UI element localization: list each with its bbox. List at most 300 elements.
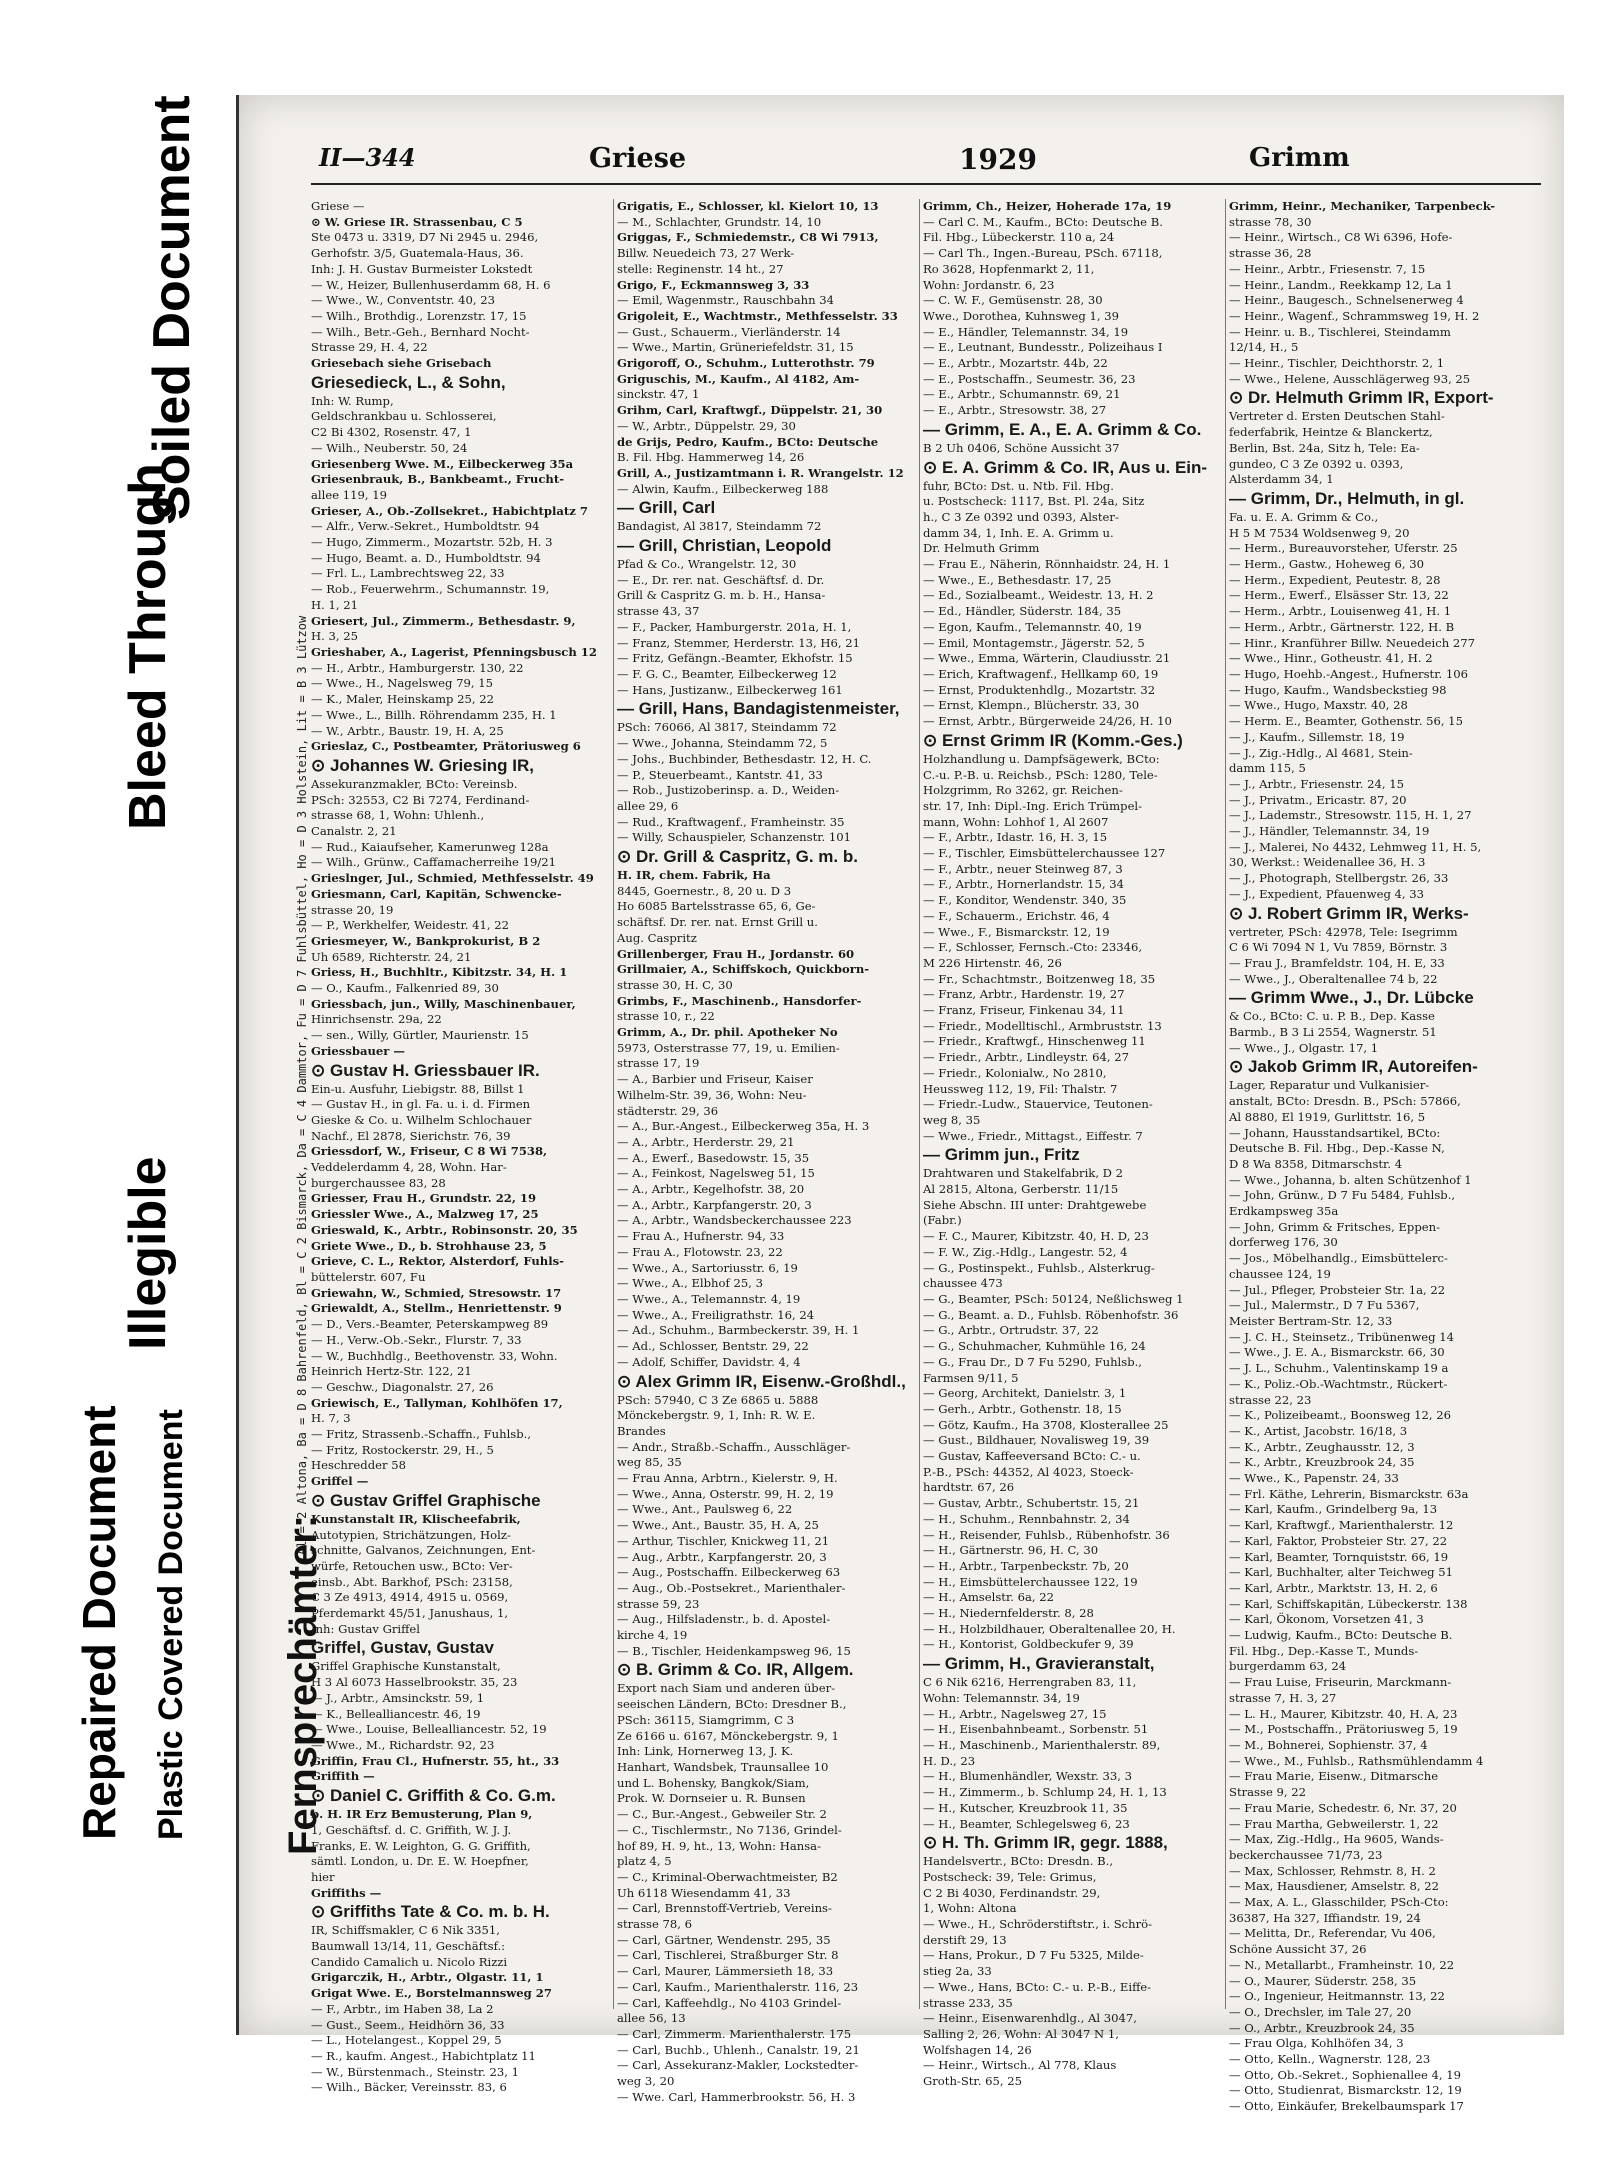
listing-entry: — Wwe., Hinr., Gotheustr. 41, H. 2 <box>1229 651 1433 666</box>
listing-entry: Drahtwaren und Stakelfabrik, D 2 <box>923 1166 1124 1181</box>
listing-entry: Griess, H., Buchhltr., Kibitzstr. 34, H. 1 <box>311 965 568 980</box>
listing-entry: Mönckebergstr. 9, 1, Inh: R. W. E. <box>617 1408 816 1423</box>
listing-entry: Griesser, Frau H., Grundstr. 22, 19 <box>311 1191 537 1206</box>
listing-entry: — Max, Hausdiener, Amselstr. 8, 22 <box>1229 1879 1439 1894</box>
listing-entry: P.-B., PSch: 44352, Al 4023, Stoeck- <box>923 1464 1134 1479</box>
listing-entry: — A., Arbtr., Karpfangerstr. 20, 3 <box>617 1197 812 1212</box>
listing-entry: — Ed., Händler, Süderstr. 184, 35 <box>923 604 1122 619</box>
side-label-plastic: Plastic Covered Document <box>152 1409 190 1840</box>
listing-entry: Al 2815, Altona, Gerberstr. 11/15 <box>923 1182 1119 1197</box>
listing-entry: — H., Zimmerm., b. Schlump 24, H. 1, 13 <box>923 1785 1167 1800</box>
listing-entry: Grieswald, K., Arbtr., Robinsonstr. 20, 35 <box>311 1222 578 1237</box>
listing-entry: 1, Geschäftsf. d. C. Griffith, W. J. J. <box>311 1822 512 1837</box>
listing-entry: M 226 Hirtenstr. 46, 26 <box>923 955 1062 970</box>
listing-entry: — A., Ewerf., Basedowstr. 15, 35 <box>617 1150 810 1165</box>
listing-entry: ⊙ Ernst Grimm IR (Komm.-Ges.) <box>923 730 1183 750</box>
listing-entry: — Frau Martha, Gebweilerstr. 1, 22 <box>1229 1816 1439 1831</box>
listing-entry: Inh: W. Rump, <box>311 393 394 408</box>
listing-entry: — Otto, Einkäufer, Brekelbaumspark 17 <box>1229 2099 1464 2114</box>
listing-entry: u. Postscheck: 1117, Bst. Pl. 24a, Sitz <box>923 494 1145 509</box>
listing-entry: Wwe., Dorothea, Kuhnsweg 1, 39 <box>923 308 1119 323</box>
listing-entry: Franks, E. W. Leighton, G. G. Griffith, <box>311 1838 531 1853</box>
listing-entry: — Erich, Kraftwagenf., Hellkamp 60, 19 <box>923 666 1159 681</box>
listing-entry: — Ad., Schlosser, Bentstr. 29, 22 <box>617 1339 809 1354</box>
listing-entry: — John, Grimm & Fritsches, Eppen- <box>1229 1219 1440 1234</box>
listing-entry: — K., Polizeibeamt., Boonsweg 12, 26 <box>1229 1408 1451 1423</box>
listing-entry: Meister Bertram-Str. 12, 33 <box>1229 1314 1393 1328</box>
listing-entry: — Wwe., A., Telemannstr. 4, 19 <box>617 1292 801 1306</box>
listing-entry: Uh 6118 Wiesendamm 41, 33 <box>617 1885 791 1900</box>
header-left-word: Griese <box>589 143 687 174</box>
listing-entry: Schöne Aussicht 37, 26 <box>1229 1942 1367 1957</box>
listing-entry: — O., Ingenieur, Heitmannstr. 13, 22 <box>1229 1989 1445 2004</box>
listing-entry: H 5 M 7534 Woldsenweg 9, 20 <box>1229 525 1410 540</box>
listing-entry: — Frau Olga, Kohlhöfen 34, 3 <box>1229 2036 1404 2051</box>
listing-entry: — N., Metallarbt., Framheinstr. 10, 22 <box>1229 1957 1455 1972</box>
listing-entry: — H., Kontorist, Goldbeckufer 9, 39 <box>923 1637 1134 1652</box>
listing-entry: Wolfshagen 14, 26 <box>923 2042 1032 2057</box>
listing-entry: — Ernst, Produktenhdlg., Mozartstr. 32 <box>923 682 1156 697</box>
listing-entry: strasse 78, 30 <box>1229 214 1312 229</box>
listing-entry: anstalt, BCto: Dresdn. B., PSch: 57866, <box>1229 1094 1461 1109</box>
listing-entry: — G., Arbtr., Ortrudstr. 37, 22 <box>923 1323 1099 1338</box>
listing-entry: Griewisch, E., Tallyman, Kohlhöfen 17, <box>311 1395 563 1410</box>
listing-entry: — Gustav, Arbtr., Schubertstr. 15, 21 <box>923 1496 1140 1511</box>
listing-entry: 30, Werkst.: Weidenallee 36, H. 3 <box>1229 855 1426 870</box>
listing-entry: Grimm, A., Dr. phil. Apotheker No <box>617 1025 838 1040</box>
listing-entry: — D., Vers.-Beamter, Peterskampweg 89 <box>311 1317 549 1332</box>
listing-column-4 <box>1229 199 1539 2114</box>
listing-entry: Salling 2, 26, Wohn: Al 3047 N 1, <box>923 2026 1119 2041</box>
listing-entry: Grigarczik, H., Arbtr., Olgastr. 11, 1 <box>311 1970 544 1985</box>
listing-entry: schäftsf. Dr. rer. nat. Ernst Grill u. <box>617 915 818 930</box>
listing-entry: Griessbauer — <box>311 1043 406 1058</box>
listing-entry: — Hinr., Kranführer Billw. Neuedeich 277 <box>1229 635 1475 650</box>
listing-entry: Grigoleit, E., Wachtmstr., Methfesselstr. 33 <box>617 308 898 323</box>
listing-entry: — Rud., Kraftwagenf., Framheinstr. 35 <box>617 814 845 829</box>
listing-entry: — W., Arbtr., Düppelstr. 29, 30 <box>617 418 796 433</box>
listing-entry: — Wwe., L., Billh. Röhrendamm 235, H. 1 <box>311 707 557 722</box>
listing-entry: — M., Postschaffn., Prätoriusweg 5, 19 <box>1229 1722 1458 1737</box>
listing-entry: — K., Bellealliancestr. 46, 19 <box>311 1706 481 1721</box>
listing-entry: Veddelerdamm 4, 28, Wohn. Har- <box>311 1160 507 1175</box>
listing-entry: — H., Maschinenb., Marienthalerstr. 89, <box>923 1737 1161 1752</box>
listing-entry: — Hugo, Kaufm., Wandsbeckstieg 98 <box>1229 682 1447 697</box>
listing-entry: — Wwe., Hans, BCto: C.- u. P.-B., Eiffe- <box>923 1979 1152 1994</box>
listing-entry: — K., Maler, Heinskamp 25, 22 <box>311 692 494 707</box>
listing-entry: — Frau A., Flotowstr. 23, 22 <box>617 1244 783 1259</box>
listing-entry: — Hugo, Beamt. a. D., Humboldtstr. 94 <box>311 550 541 565</box>
listing-entry: — E., Dr. rer. nat. Geschäftsf. d. Dr. <box>617 572 825 587</box>
listing-entry: ⊙ Dr. Helmuth Grimm IR, Export- <box>1229 388 1494 408</box>
listing-entry: Grill, A., Justizamtmann i. R. Wrangelstr. 12 <box>617 465 904 480</box>
listing-entry: Fa. u. E. A. Grimm & Co., <box>1229 509 1379 524</box>
listing-entry: 5973, Osterstrasse 77, 19, u. Emilien- <box>617 1040 840 1055</box>
listing-entry: strasse 78, 6 <box>617 1917 693 1932</box>
listing-entry: städterstr. 29, 36 <box>617 1103 719 1118</box>
listing-entry: — W., Buchhdlg., Beethovenstr. 33, Wohn. <box>311 1348 558 1363</box>
listing-entry: — Wwe., Ant., Paulsweg 6, 22 <box>617 1502 793 1517</box>
listing-entry: Griesebach siehe Grisebach <box>311 356 492 371</box>
listing-entry: — Aug., Postschaffn. Eilbeckerweg 63 <box>617 1565 841 1580</box>
side-label-bleed: Bleed Through <box>119 463 177 830</box>
listing-entry: de Grijs, Pedro, Kaufm., BCto: Deutsche <box>617 434 879 449</box>
side-label-illegible: Illegible <box>119 1156 177 1350</box>
listing-entry: — C., Bur.-Angest., Gebweiler Str. 2 <box>617 1807 827 1822</box>
listing-entry: allee 29, 6 <box>617 798 679 813</box>
listing-entry: — H., Holzbildhauer, Oberaltenallee 20, H. <box>923 1621 1176 1636</box>
listing-entry: strasse 22, 23 <box>1229 1392 1312 1407</box>
listing-entry: federfabrik, Heintze & Blanckertz, <box>1229 425 1433 440</box>
listing-entry: Farmsen 9/11, 5 <box>923 1370 1019 1385</box>
listing-entry: — Herm. E., Beamter, Gothenstr. 56, 15 <box>1229 714 1463 729</box>
telephone-sidebar <box>241 205 325 1855</box>
listing-entry: — H., Arbtr., Tarpenbeckstr. 7b, 20 <box>923 1558 1129 1573</box>
listing-entry: Dr. Helmuth Grimm <box>923 541 1040 556</box>
listing-entry: — F., Konditor, Wendenstr. 340, 35 <box>923 893 1127 908</box>
listing-entry: — Aug., Hilfsladenstr., b. d. Apostel- <box>617 1612 831 1627</box>
listing-entry: Assekuranzmakler, BCto: Vereinsb. <box>311 776 518 791</box>
listing-entry: — Alfr., Verw.-Sekret., Humboldtstr. 94 <box>311 519 540 534</box>
listing-entry: — J., Zig.-Hdlg., Al 4681, Stein- <box>1229 745 1413 760</box>
listing-entry: Griffel Graphische Kunstanstalt, <box>311 1659 501 1674</box>
listing-entry: — Rob., Justizoberinsp. a. D., Weiden- <box>617 783 840 798</box>
listing-entry: — H., Kutscher, Kreuzbrook 11, 35 <box>923 1800 1128 1815</box>
listing-entry: — Carl, Zimmerm. Marienthalerstr. 175 <box>617 2026 852 2041</box>
listing-entry: — E., Arbtr., Mozartstr. 44b, 22 <box>923 356 1108 371</box>
listing-entry: — E., Arbtr., Schumannstr. 69, 21 <box>923 387 1121 402</box>
listing-entry: — Aug., Ob.-Postsekret., Marienthaler- <box>617 1580 846 1595</box>
listing-entry: allee 56, 13 <box>617 2011 686 2026</box>
listing-entry: Ste 0473 u. 3319, D7 Ni 2945 u. 2946, <box>311 230 539 245</box>
listing-entry: weg 8, 35 <box>923 1112 981 1127</box>
listing-entry: Griffel — <box>311 1474 369 1489</box>
listing-entry: Aug. Caspritz <box>617 930 697 945</box>
listing-entry: — G., Beamter, PSch: 50124, Neßlichsweg 1 <box>923 1292 1184 1306</box>
listing-entry: H. 1, 21 <box>311 597 358 612</box>
listing-entry: Baumwall 13/14, 11, Geschäftsf.: <box>311 1939 506 1954</box>
listing-entry: PSch: 57940, C 3 Ze 6865 u. 5888 <box>617 1392 819 1407</box>
listing-entry: H. IR, chem. Fabrik, Ha <box>617 868 771 883</box>
listing-entry: — Ernst, Klempn., Blücherstr. 33, 30 <box>923 698 1140 713</box>
listing-entry: — Wwe., Emma, Wärterin, Claudiusstr. 21 <box>923 651 1171 666</box>
listing-entry: — K., Poliz.-Ob.-Wachtmstr., Rückert- <box>1229 1376 1448 1391</box>
listing-entry: Pferdemarkt 45/51, Janushaus, 1, <box>311 1606 509 1621</box>
listing-entry: — Fritz, Gefängn.-Beamter, Ekhofstr. 15 <box>617 651 853 666</box>
listing-entry: ⊙ J. Robert Grimm IR, Werks- <box>1229 903 1469 923</box>
listing-entry: — Wwe., Martin, Grüneriefeldstr. 31, 15 <box>617 340 854 355</box>
listing-entry: — Otto, Studienrat, Bismarckstr. 12, 19 <box>1229 2083 1462 2098</box>
listing-entry: Grillenberger, Frau H., Jordanstr. 60 <box>617 946 855 961</box>
listing-entry: Griessdorf, W., Friseur, C 8 Wi 7538, <box>311 1144 548 1159</box>
column-divider <box>919 199 920 2009</box>
listing-entry: — F., Arbtr., Idastr. 16, H. 3, 15 <box>923 830 1108 845</box>
listing-entry: — Jos., Möbelhandlg., Eimsbüttelerc- <box>1229 1251 1448 1266</box>
listing-entry: — Karl, Kraftwgf., Marienthalerstr. 12 <box>1229 1518 1454 1533</box>
listing-entry: — J., Malerei, No 4432, Lehmweg 11, H. 5, <box>1229 839 1482 854</box>
listing-entry: Bandagist, Al 3817, Steindamm 72 <box>617 519 822 534</box>
listing-entry: C.-u. P.-B. u. Reichsb., PSch: 1280, Tele- <box>923 767 1158 782</box>
listing-entry: hof 89, H. 9, ht., 13, Wohn: Hansa- <box>617 1838 821 1853</box>
listing-entry: — Karl, Arbtr., Marktstr. 13, H. 2, 6 <box>1229 1580 1438 1595</box>
listing-entry: gundeo, C 3 Ze 0392 u. 0393, <box>1229 456 1404 471</box>
listing-entry: — Wwe., F., Bismarckstr. 12, 19 <box>923 924 1110 939</box>
listing-entry: Griffiths — <box>311 1885 382 1900</box>
listing-entry: — F., Arbtr., im Haben 38, La 2 <box>311 2001 494 2016</box>
listing-entry: — H., Amselstr. 6a, 22 <box>923 1590 1054 1605</box>
listing-entry: — Gustav, Kaffeeversand BCto: C.- u. <box>923 1449 1141 1464</box>
listing-entry: — John, Grünw., D 7 Fu 5484, Fuhlsb., <box>1229 1188 1456 1203</box>
listing-entry: hardtstr. 67, 26 <box>923 1480 1015 1495</box>
listing-entry: burgerdamm 63, 24 <box>1229 1659 1347 1674</box>
listing-entry: — Wwe., H., Schröderstiftstr., i. Schrö- <box>923 1917 1153 1932</box>
listing-entry: hier <box>311 1869 335 1884</box>
listing-entry: — Karl, Buchhalter, alter Teichweg 51 <box>1229 1565 1454 1580</box>
listing-entry: Ho 6085 Bartelsstrasse 65, 6, Ge- <box>617 899 816 914</box>
listing-entry: B. Fil. Hbg. Hammerweg 14, 26 <box>617 450 805 465</box>
listing-entry: — Andr., Straßb.-Schaffn., Ausschläger- <box>617 1439 851 1454</box>
listing-entry: sämtl. London, u. Dr. E. W. Hoepfner, <box>311 1854 529 1869</box>
listing-entry: — Frau Marie, Eisenw., Ditmarsche <box>1229 1769 1439 1784</box>
listing-entry: — Frau J., Bramfeldstr. 104, H. E, 33 <box>1229 955 1445 970</box>
listing-entry: Grieslnger, Jul., Schmied, Methfesselstr. 49 <box>311 871 594 886</box>
exchange-codes: Al = 2 Altona, Ba = D 8 Bahrenfeld, Bl = C 2 Bismarck, Da = C 4 Dammtor, Fu = D 7 Fuhlsbüttel, Ho = D 3 Holstein, Lit = B 3 Lützow <box>295 615 309 1555</box>
listing-entry: Griete Wwe., D., b. Strohhause 23, 5 <box>311 1238 547 1253</box>
listing-entry: — Ludwig, Kaufm., BCto: Deutsche B. <box>1229 1628 1453 1643</box>
listing-entry: — W., Bürstenmach., Steinstr. 23, 1 <box>311 2064 519 2079</box>
listing-entry: Brandes <box>617 1423 666 1438</box>
listing-entry: — Carl C. M., Kaufm., BCto: Deutsche B. <box>923 214 1163 229</box>
listing-entry: C 6 Wi 7094 N 1, Vu 7859, Börnstr. 3 <box>1229 940 1448 955</box>
listing-entry: Heschredder 58 <box>311 1458 406 1473</box>
listing-entry: Grieser, A., Ob.-Zollsekret., Habichtplatz 7 <box>311 503 588 518</box>
listing-entry: — H., Blumenhändler, Wexstr. 33, 3 <box>923 1769 1133 1784</box>
listing-entry: — Fritz, Strassenb.-Schaffn., Fuhlsb., <box>311 1427 532 1442</box>
listing-entry: Griffel, Gustav, Gustav <box>311 1638 494 1658</box>
listing-entry: — F. W., Zig.-Hdlg., Langestr. 52, 4 <box>923 1244 1128 1259</box>
listing-entry: — Grimm, E. A., E. A. Grimm & Co. <box>923 419 1202 439</box>
listing-entry: Griggas, F., Schmiedemstr., C8 Wi 7913, <box>617 230 879 245</box>
header-right-word: Grimm <box>1249 143 1350 173</box>
listing-entry: — A., Barbier und Friseur, Kaiser <box>617 1072 813 1087</box>
listing-entry: — Frau E., Näherin, Rönnhaidstr. 24, H. 1 <box>923 557 1171 572</box>
listing-entry: — Carl, Maurer, Lämmersieth 18, 33 <box>617 1964 834 1979</box>
listing-entry: — A., Arbtr., Herderstr. 29, 21 <box>617 1134 795 1149</box>
listing-entry: — Arthur, Tischler, Knickweg 11, 21 <box>617 1533 830 1548</box>
listing-entry: Pfad & Co., Wrangelstr. 12, 30 <box>617 557 797 572</box>
listing-entry: Griessler Wwe., A., Malzweg 17, 25 <box>311 1207 539 1222</box>
listing-entry: chaussee 473 <box>923 1276 1003 1291</box>
listing-entry: — Wilh., Brothdig., Lorenzstr. 17, 15 <box>311 308 527 323</box>
listing-entry: Grigo, F., Eckmannsweg 3, 33 <box>617 277 810 292</box>
listing-entry: ⊙ Daniel C. Griffith & Co. G.m. <box>311 1786 556 1806</box>
listing-entry: büttelerstr. 607, Fu <box>311 1270 426 1284</box>
listing-entry: — F., Arbtr., neuer Steinweg 87, 3 <box>923 861 1123 876</box>
listing-entry: — F., Tischler, Eimsbüttelerchaussee 127 <box>923 846 1166 861</box>
listing-entry: ⊙ Johannes W. Griesing IR, <box>311 755 535 775</box>
listing-entry: Grillmaier, A., Schiffskoch, Quickborn- <box>617 962 870 977</box>
listing-entry: — Heinr., Tischler, Deichthorstr. 2, 1 <box>1229 356 1445 371</box>
side-label-soiled: Soiled Document <box>143 95 201 520</box>
listing-entry: Barmb., B 3 Li 2554, Wagnerstr. 51 <box>1229 1025 1437 1040</box>
listing-entry: — Heinr., Baugesch., Schnelsenerweg 4 <box>1229 293 1464 308</box>
listing-entry: — Grill, Carl <box>617 498 716 518</box>
listing-entry: — Grill, Christian, Leopold <box>617 536 832 556</box>
listing-entry: — Friedr., Kolonialw., No 2810, <box>923 1065 1107 1080</box>
listing-entry: strasse 68, 1, Wohn: Uhlenh., <box>311 808 485 823</box>
listing-entry: — M., Schlachter, Grundstr. 14, 10 <box>617 214 822 229</box>
listing-entry: Postscheck: 39, Tele: Grimus, <box>923 1869 1097 1884</box>
listing-entry: Ze 6166 u. 6167, Mönckebergstr. 9, 1 <box>617 1728 839 1743</box>
listing-entry: — Wilh., Betr.-Geh., Bernhard Nocht- <box>311 324 530 339</box>
listing-entry: strasse 36, 28 <box>1229 246 1312 261</box>
listing-entry: — Wwe., Hugo, Maxstr. 40, 28 <box>1229 698 1408 713</box>
listing-entry: derstift 29, 13 <box>923 1932 1007 1947</box>
listing-entry: Griewaldt, A., Stellm., Henriettenstr. 9 <box>311 1301 562 1316</box>
listing-entry: C 2 Bi 4030, Ferdinandstr. 29, <box>923 1885 1101 1900</box>
listing-entry: Griffin, Frau Cl., Hufnerstr. 55, ht., 33 <box>311 1753 560 1768</box>
listing-entry: — F., Packer, Hamburgerstr. 201a, H. 1, <box>617 619 852 634</box>
listing-entry: — Wwe., Ant., Baustr. 35, H. A, 25 <box>617 1518 819 1533</box>
listing-entry: — F., Schlosser, Fernsch.-Cto: 23346, <box>923 940 1143 955</box>
listing-entry: PSch: 76066, Al 3817, Steindamm 72 <box>617 720 837 735</box>
listing-entry: Export nach Siam und anderen über- <box>617 1681 836 1696</box>
listing-entry: Grill & Caspritz G. m. b. H., Hansa- <box>617 588 826 603</box>
listing-entry: — Wwe., J., Olgastr. 17, 1 <box>1229 1040 1379 1055</box>
listing-entry: strasse 30, H. C, 30 <box>617 977 733 992</box>
listing-entry: H 3 Al 6073 Hasselbrookstr. 35, 23 <box>311 1675 518 1690</box>
listing-entry: Grigat Wwe. E., Borstelmannsweg 27 <box>311 1986 552 2001</box>
listing-entry: — P., Steuerbeamt., Kantstr. 41, 33 <box>617 767 823 782</box>
listing-entry: Uh 6589, Richterstr. 24, 21 <box>311 949 472 964</box>
listing-entry: — P., Werkhelfer, Weidestr. 41, 22 <box>311 918 509 933</box>
listing-entry: — F. C., Maurer, Kibitzstr. 40, H. D, 23 <box>923 1229 1149 1244</box>
listing-entry: — Heinr., Wagenf., Schrammsweg 19, H. 2 <box>1229 308 1480 323</box>
listing-entry: — H., Niedernfelderstr. 8, 28 <box>923 1606 1094 1621</box>
listing-entry: — Ad., Schuhm., Barmbeckerstr. 39, H. 1 <box>617 1323 860 1338</box>
listing-entry: — K., Arbtr., Kreuzbrook 24, 35 <box>1229 1455 1415 1470</box>
listing-entry: — Gerh., Arbtr., Gothenstr. 18, 15 <box>923 1401 1122 1416</box>
listing-entry: — Wwe., Friedr., Mittagst., Eiffestr. 7 <box>923 1128 1143 1143</box>
listing-entry: — Götz, Kaufm., Ha 3708, Klosterallee 25 <box>923 1417 1169 1432</box>
listing-entry: — Fritz, Rostockerstr. 29, H., 5 <box>311 1442 494 1457</box>
listing-entry: sinckstr. 47, 1 <box>617 387 700 402</box>
listing-entry: — A., Arbtr., Kegelhofstr. 38, 20 <box>617 1182 805 1197</box>
listing-entry: — W., Arbtr., Baustr. 19, H. A, 25 <box>311 723 504 738</box>
listing-entry: Fil. Hbg., Lübeckerstr. 110 a, 24 <box>923 230 1115 245</box>
listing-entry: — E., Postschaffn., Seumestr. 36, 23 <box>923 371 1136 386</box>
listing-entry: b. H. IR Erz Bemusterung, Plan 9, <box>311 1807 533 1822</box>
listing-entry: schnitte, Galvanos, Zeichnungen, Ent- <box>311 1543 536 1558</box>
listing-entry: Canalstr. 2, 21 <box>311 824 397 839</box>
listing-entry: strasse 7, H. 3, 27 <box>1229 1690 1337 1705</box>
listing-entry: — Franz, Arbtr., Hardenstr. 19, 27 <box>923 987 1125 1002</box>
listing-entry: — H., Reisender, Fuhlsb., Rübenhofstr. 36 <box>923 1527 1170 1542</box>
listing-entry: & Co., BCto: C. u. P. B., Dep. Kasse <box>1229 1009 1435 1024</box>
listing-entry: — Friedr.-Ludw., Stauervice, Teutonen- <box>923 1097 1153 1112</box>
listing-entry: ⊙ Alex Grimm IR, Eisenw.-Großhdl., <box>617 1371 906 1391</box>
listing-entry: Grimm, Ch., Heizer, Hoherade 17a, 19 <box>923 199 1172 213</box>
listing-entry: Billw. Neuedeich 73, 27 Werk- <box>617 246 795 261</box>
listing-entry: dorferweg 176, 30 <box>1229 1235 1338 1250</box>
listing-entry: — Friedr., Arbtr., Lindleystr. 64, 27 <box>923 1050 1130 1065</box>
listing-entry: ⊙ Gustav Griffel Graphische <box>311 1490 541 1510</box>
listing-entry: Prok. W. Dornseier u. R. Bunsen <box>617 1791 806 1806</box>
listing-entry: C2 Bi 4302, Rosenstr. 47, 1 <box>311 425 472 440</box>
header-year: 1929 <box>959 143 1037 176</box>
listing-entry: burgerchaussee 83, 28 <box>311 1175 446 1190</box>
listing-entry: — F., Schauerm., Erichstr. 46, 4 <box>923 908 1110 923</box>
listing-entry: — Karl, Schiffskapitän, Lübeckerstr. 138 <box>1229 1596 1468 1611</box>
listing-entry: — H., Arbtr., Nagelsweg 27, 15 <box>923 1706 1107 1721</box>
listing-entry: damm 115, 5 <box>1229 761 1306 776</box>
listing-entry: — Frau Luise, Friseurin, Marckmann- <box>1229 1675 1452 1690</box>
listing-entry: — H., Arbtr., Hamburgerstr. 130, 22 <box>311 660 524 675</box>
listing-entry: — H., Gärtnerstr. 96, H. C, 30 <box>923 1543 1099 1558</box>
listing-entry: C 3 Ze 4913, 4914, 4915 u. 0569, <box>311 1590 509 1605</box>
listing-entry: — Carl, Assekuranz-Makler, Lockstedter- <box>617 2058 859 2073</box>
listing-entry: Griesert, Jul., Zimmerm., Bethesdastr. 9, <box>311 613 576 628</box>
listing-entry: — Johs., Buchbinder, Bethesdastr. 12, H. C. <box>617 751 872 766</box>
listing-entry: Holzgrimm, Ro 3262, gr. Reichen- <box>923 783 1123 798</box>
listing-entry: — O., Arbtr., Kreuzbrook 24, 35 <box>1229 2020 1415 2035</box>
listing-entry: — Wwe., H., Nagelsweg 79, 15 <box>311 676 493 691</box>
listing-entry: — Wwe., E., Bethesdastr. 17, 25 <box>923 572 1112 587</box>
listing-entry: Griesedieck, L., & Sohn, <box>311 372 506 392</box>
listing-entry: — J., Arbtr., Amsinckstr. 59, 1 <box>311 1690 485 1705</box>
listing-entry: — Franz, Stemmer, Herderstr. 13, H6, 21 <box>617 635 860 650</box>
listing-entry: — Carl, Kaffeehdlg., No 4103 Grindel- <box>617 1995 842 2010</box>
column-divider <box>613 199 614 2009</box>
listing-entry: — Carl, Buchb., Uhlenh., Canalstr. 19, 21 <box>617 2042 860 2057</box>
listing-entry: — Wwe., J. E. A., Bismarckstr. 66, 30 <box>1229 1345 1445 1360</box>
listing-entry: — Heinr., Wirtsch., C8 Wi 6396, Hofe- <box>1229 230 1453 245</box>
listing-entry: — O., Drechsler, im Tale 27, 20 <box>1229 2004 1412 2019</box>
listing-entry: — F., Arbtr., Hornerlandstr. 15, 34 <box>923 877 1125 892</box>
listing-entry: — Heinr., Arbtr., Friesenstr. 7, 15 <box>1229 261 1426 276</box>
listing-entry: Grieve, C. L., Rektor, Alsterdorf, Fuhls- <box>311 1254 564 1269</box>
listing-entry: — Gust., Schauerm., Vierländerstr. 14 <box>617 324 841 339</box>
listing-entry: allee 119, 19 <box>311 487 387 502</box>
listing-entry: ⊙ E. A. Grimm & Co. IR, Aus u. Ein- <box>923 457 1208 477</box>
listing-entry: C 6 Nik 6216, Herrengraben 83, 11, <box>923 1675 1137 1690</box>
listing-entry: Inh: J. H. Gustav Burmeister Lokstedt <box>311 261 533 276</box>
listing-entry: Inh: Gustav Griffel <box>311 1621 420 1636</box>
listing-entry: ⊙ Dr. Grill & Caspritz, G. m. b. <box>617 847 858 867</box>
listing-entry: — Wwe., Johanna, b. alten Schützenhof 1 <box>1229 1172 1472 1187</box>
listing-entry: — Max, A. L., Glasschilder, PSch-Cto: <box>1229 1895 1449 1910</box>
listing-entry: — Heinr. u. B., Tischlerei, Steindamm <box>1229 324 1451 339</box>
listing-entry: — Frau Marie, Schedestr. 6, Nr. 37, 20 <box>1229 1800 1457 1815</box>
listing-entry: H. D., 23 <box>923 1753 976 1768</box>
exchanges-title: Fernsprechämter: <box>281 1514 325 1855</box>
listing-column-1 <box>311 199 609 2095</box>
listing-entry: — J., Lademstr., Stresowstr. 115, H. 1, 27 <box>1229 808 1472 823</box>
listing-entry: — R., kaufm. Angest., Habichtplatz 11 <box>311 2048 536 2063</box>
listing-entry: Lager, Reparatur und Vulkanisier- <box>1229 1078 1430 1093</box>
listing-entry: — G., Postinspekt., Fuhlsb., Alsterkrug- <box>923 1260 1155 1275</box>
listing-entry: — Hans, Justizanw., Eilbeckerweg 161 <box>617 682 843 697</box>
listing-column-3 <box>923 199 1221 2089</box>
listing-entry: ⊙ B. Grimm & Co. IR, Allgem. <box>617 1660 854 1680</box>
listing-entry: — Grimm jun., Fritz <box>923 1145 1080 1165</box>
listing-entry: — Heinr., Wirtsch., Al 778, Klaus <box>923 2058 1117 2073</box>
listing-entry: — Gustav H., in gl. Fa. u. i. d. Firmen <box>311 1097 531 1112</box>
listing-entry: — Carl, Kaufm., Marienthalerstr. 116, 23 <box>617 1979 859 1994</box>
listing-entry: strasse 43, 37 <box>617 604 700 619</box>
listing-entry: — Karl, Beamter, Tornquiststr. 66, 19 <box>1229 1549 1449 1564</box>
listing-entry: — Wwe., A., Sartoriusstr. 6, 19 <box>617 1260 798 1275</box>
